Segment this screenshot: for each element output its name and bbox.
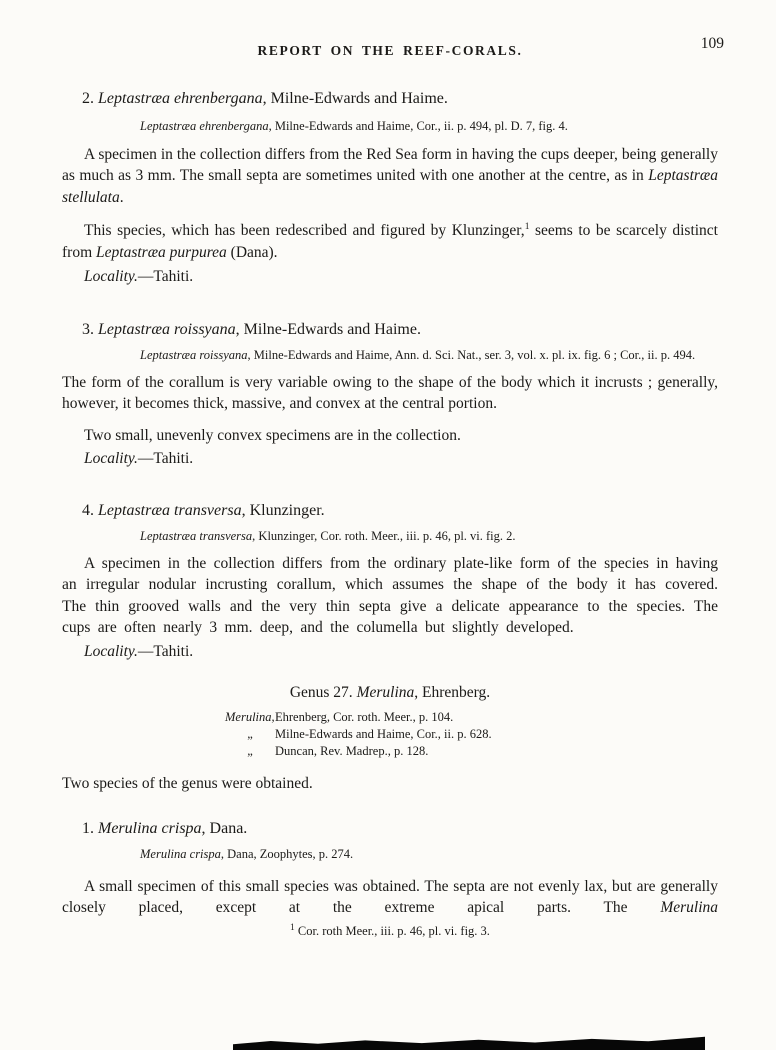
species-name: Leptastræa roissyana <box>98 321 236 338</box>
species-name: Leptastræa transversa <box>98 502 242 519</box>
species-name-inline: Leptastræa stellulata <box>62 167 718 206</box>
species-citation <box>140 118 718 135</box>
paragraph <box>62 553 718 639</box>
species-name-inline: Leptastræa purpurea <box>96 243 227 261</box>
species-number: 3. <box>82 321 98 338</box>
running-head <box>62 35 724 60</box>
species-number: 1. <box>82 820 98 837</box>
citation-species-name: Leptastræa roissyana <box>140 348 248 362</box>
genus-heading <box>62 682 718 703</box>
genus-citation-reference: Ehrenberg, Cor. roth. Meer., p. 104. <box>275 709 454 724</box>
paragraph <box>62 372 718 415</box>
citation-reference: , Milne-Edwards and Haime, Cor., ii. p. 494, pl. D. 7, fig. 4. <box>268 119 568 133</box>
species-citation <box>140 347 718 364</box>
locality-line <box>84 266 718 287</box>
paragraph-text: (Dana). <box>226 243 278 261</box>
locality-value: —Tahiti. <box>137 450 194 467</box>
footnote-text: Cor. roth Meer., iii. p. 46, pl. vi. fig. 3. <box>294 923 490 938</box>
species-citation <box>140 528 718 545</box>
species-number: 2. <box>82 90 98 107</box>
genus-citation-row <box>225 726 718 743</box>
paragraph-text: A specimen in the collection differs from the Red Sea form in having the cups deeper, being generally as much as 3 mm. The small septa are sometimes united with one another at the centre, as in <box>62 145 718 184</box>
ditto-mark: „ <box>247 743 253 758</box>
genus-citation-name: Merulina, <box>225 709 275 724</box>
paragraph <box>62 876 718 919</box>
paragraph-text: Two species of the genus were obtained. <box>62 774 313 792</box>
locality-label: Locality. <box>84 268 138 285</box>
genus-authority: , Ehrenberg. <box>414 683 491 701</box>
species-number: 4. <box>82 502 98 519</box>
ditto-mark: „ <box>247 726 253 741</box>
species-authority: , Dana. <box>201 820 248 837</box>
paragraph <box>62 425 718 447</box>
paragraph-text: The form of the corallum is very variable owing to the shape of the body which it incrusts ; generally, however, it becomes thick, massive, and convex at the central portion. <box>62 373 718 412</box>
genus-citation-reference: Duncan, Rev. Madrep., p. 128. <box>275 743 429 758</box>
species-heading-3 <box>82 319 718 340</box>
paragraph <box>62 773 718 795</box>
species-authority: , Milne-Edwards and Haime. <box>235 321 421 338</box>
genus-citations <box>225 709 718 760</box>
paragraph-text: This species, which has been redescribed and figured by Klunzinger, <box>84 222 525 239</box>
report-title: REPORT ON THE REEF-CORALS. <box>257 43 523 58</box>
species-heading-1 <box>82 818 718 839</box>
paragraph <box>62 220 718 263</box>
citation-reference: , Klunzinger, Cor. roth. Meer., iii. p. 46, pl. vi. fig. 2. <box>252 529 516 543</box>
locality-label: Locality. <box>84 642 138 660</box>
genus-citation-reference: Milne-Edwards and Haime, Cor., ii. p. 628. <box>275 726 492 741</box>
species-heading-4 <box>82 500 718 521</box>
citation-reference: , Dana, Zoophytes, p. 274. <box>220 847 354 861</box>
footnote-marker: 1 <box>524 221 530 232</box>
genus-citation-row <box>225 709 718 726</box>
species-authority: , Milne-Edwards and Haime. <box>262 90 448 107</box>
citation-reference: , Milne-Edwards and Haime, Ann. d. Sci. Nat., ser. 3, vol. x. pl. ix. fig. 6 ; Cor., ii. p. 494. <box>247 348 696 362</box>
genus-name-inline: Merulina <box>660 899 718 916</box>
species-name: Merulina crispa <box>98 820 202 837</box>
paragraph-text: . <box>119 188 124 206</box>
citation-species-name: Leptastræa transversa <box>140 529 253 543</box>
locality-line <box>84 641 718 662</box>
species-authority: , Klunzinger. <box>241 502 325 519</box>
locality-value: —Tahiti. <box>137 268 194 285</box>
paragraph-text: A small specimen of this small species was obtained. The septa are not evenly lax, but are generally closely placed, except at the extreme apical parts. The <box>62 877 718 916</box>
paragraph <box>62 144 718 209</box>
species-citation <box>140 846 718 863</box>
genus-citation-row <box>225 743 718 760</box>
footnote-marker: 1 <box>290 922 295 933</box>
locality-label: Locality. <box>84 450 138 467</box>
species-name: Leptastræa ehrenbergana <box>98 90 263 107</box>
genus-number: Genus 27. <box>289 683 357 701</box>
citation-species-name: Merulina crispa <box>140 847 221 861</box>
paragraph-text: A specimen in the collection differs from the ordinary plate-like form of the species in having an irregular nodular incrusting corallum, which assumes the shape of the body it has covered. The thin grooved walls and the very thin septa give a delicate appearance to the species. The cups are often nearly 3 mm. deep, and the columella but slightly developed. <box>62 554 718 636</box>
footnote <box>62 923 718 940</box>
locality-line <box>84 448 718 469</box>
locality-value: —Tahiti. <box>137 642 194 660</box>
genus-name: Merulina <box>356 683 415 701</box>
paragraph-text: seems to be scarcely distinct from <box>62 222 718 261</box>
paragraph-text: Two small, unevenly convex specimens are in the collection. <box>84 426 461 444</box>
page-number: 109 <box>700 35 724 52</box>
species-heading-2 <box>82 88 718 109</box>
citation-species-name: Leptastræa ehrenbergana <box>140 119 269 133</box>
